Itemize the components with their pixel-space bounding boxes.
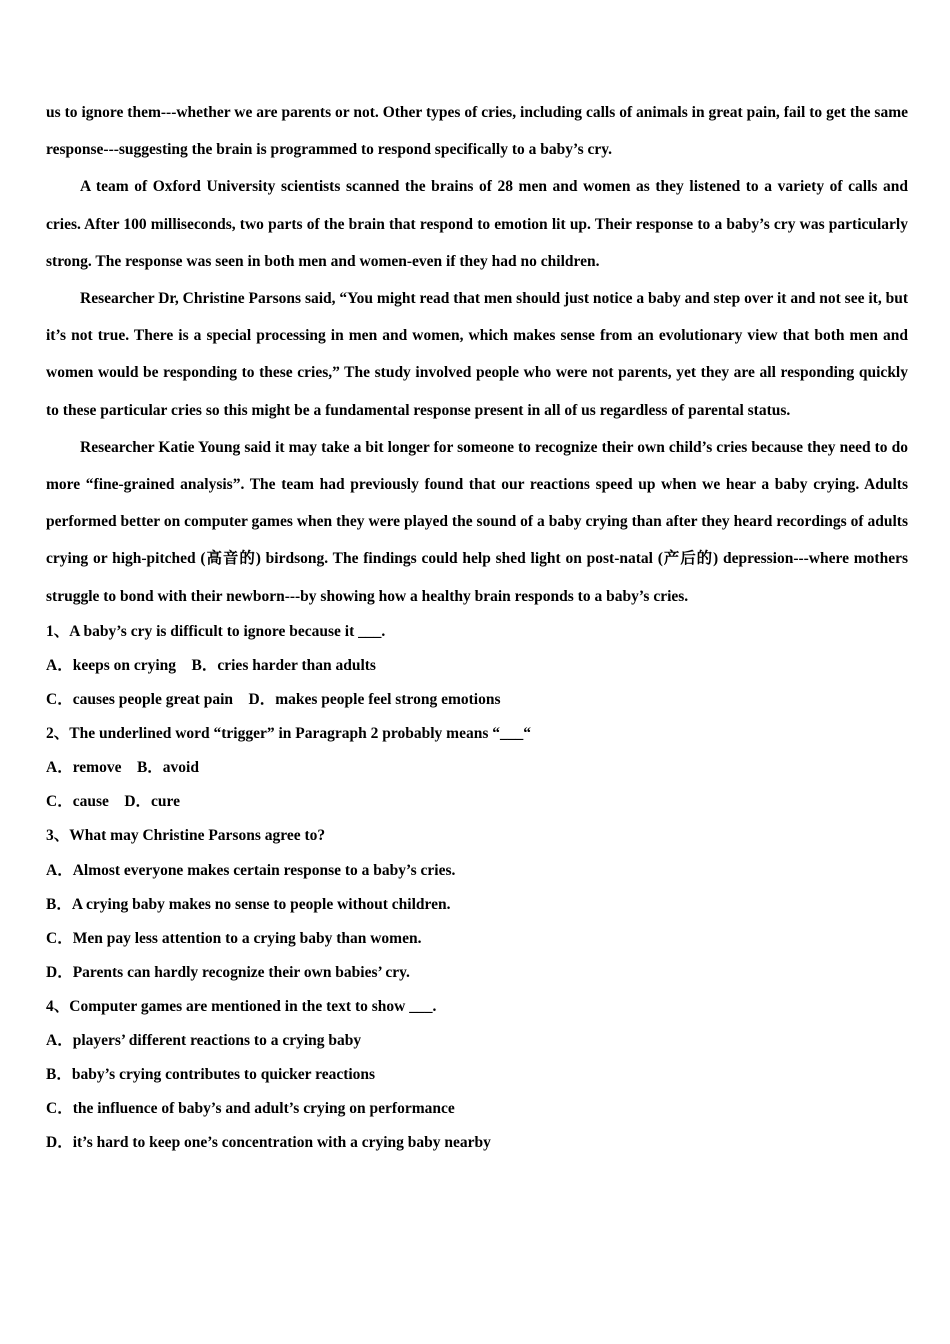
option-line: A．players’ different reactions to a crying baby	[46, 1031, 362, 1049]
option-line: A．remove B．avoid	[46, 759, 199, 777]
option-line: D．it’s hard to keep one’s concentration with a crying baby nearby	[46, 1134, 491, 1152]
option-line: B．baby’s crying contributes to quicker reactions	[46, 1066, 376, 1084]
option-line: C．Men pay less attention to a crying baby than women.	[46, 929, 422, 947]
option-line: C．the influence of baby’s and adult’s crying on performance	[46, 1100, 455, 1118]
question-stem: 4、Computer games are mentioned in the text to show ___.	[46, 997, 437, 1015]
passage-paragraph-2: A team of Oxford University scientists scanned the brains of 28 men and women as they listened to a variety of calls and cries. After 100 milliseconds, two parts of the brain that respond to emotion lit up. Their response to a baby’s cry was particularly strong. The response was seen in both men and women-even if they had no children.	[46, 178, 908, 270]
option-line: A．keeps on crying B．cries harder than adults	[46, 656, 376, 674]
option-line: B．A crying baby makes no sense to people without children.	[46, 895, 451, 913]
option-line: C．cause D．cure	[46, 793, 181, 811]
option-line: A．Almost everyone makes certain response to a baby’s cries.	[46, 861, 456, 879]
question-1	[46, 615, 908, 717]
passage-paragraph-4: Researcher Katie Young said it may take a bit longer for someone to recognize their own child’s cries because they need to do more “fine-grained analysis”. The team had previously found that our reactions speed up when we hear a baby crying. Adults performed better on computer games when they were played the sound of a baby crying than after they heard recordings of adults crying or high-pitched (高音的) birdsong. The findings could help shed light on post-natal (产后的) depression---where mothers struggle to bond with their newborn---by showing how a healthy brain responds to a baby’s cries.	[46, 438, 908, 605]
question-stem: 3、What may Christine Parsons agree to?	[46, 827, 326, 845]
document-page	[46, 94, 908, 1160]
question-3	[46, 819, 908, 989]
question-4	[46, 990, 908, 1160]
option-line: D．Parents can hardly recognize their own babies’ cry.	[46, 963, 410, 981]
question-2	[46, 717, 908, 819]
passage-paragraph-1: us to ignore them---whether we are parents or not. Other types of cries, including calls of animals in great pain, fail to get the same response---suggesting the brain is programmed to respond specifically to a baby’s cry.	[46, 104, 908, 159]
passage-paragraph-3: Researcher Dr, Christine Parsons said, “You might read that men should just notice a baby and step over it and not see it, but it’s not true. There is a special processing in men and women, which makes sense from an evolutionary view that both men and women would be responding to these cries,” The study involved people who were not parents, yet they are all responding quickly to these particular cries so this might be a fundamental response present in all of us regardless of parental status.	[46, 290, 908, 419]
question-stem: 1、A baby’s cry is difficult to ignore because it ___.	[46, 622, 386, 640]
option-line: C．causes people great pain D．makes people feel strong emotions	[46, 691, 501, 709]
question-stem: 2、The underlined word “trigger” in Paragraph 2 probably means “___“	[46, 725, 531, 743]
